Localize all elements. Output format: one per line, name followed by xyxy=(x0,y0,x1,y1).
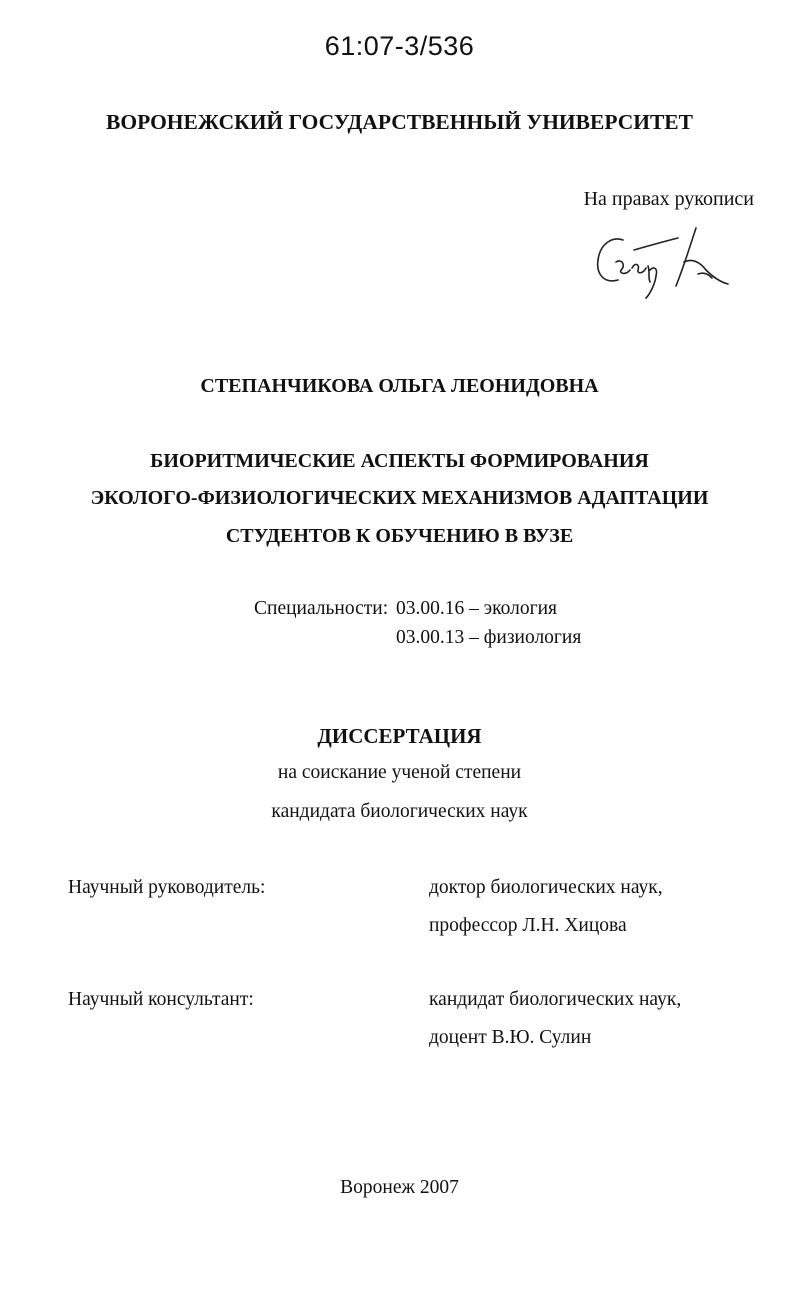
catalog-number: 61:07-3/536 xyxy=(324,31,475,61)
specialties-label: Специальности: xyxy=(254,598,389,619)
work-type-heading: ДИССЕРТАЦИЯ xyxy=(317,724,482,748)
degree-line-1: на соискание ученой степени xyxy=(277,762,522,783)
manuscript-note: На правах рукописи xyxy=(583,188,754,210)
city-year: Воронеж 2007 xyxy=(340,1177,459,1198)
university-name: ВОРОНЕЖСКИЙ ГОСУДАРСТВЕННЫЙ УНИВЕРСИТЕТ xyxy=(106,110,693,134)
thesis-title-line-2: ЭКОЛОГО-ФИЗИОЛОГИЧЕСКИХ МЕХАНИЗМОВ АДАПТАЦИИ xyxy=(90,487,709,509)
specialty-ecology: 03.00.16 – экология xyxy=(396,598,557,619)
supervisor-degree: доктор биологических наук, xyxy=(429,877,663,898)
thesis-title-line-1: БИОРИТМИЧЕСКИЕ АСПЕКТЫ ФОРМИРОВАНИЯ xyxy=(150,450,649,472)
supervisor-name: профессор Л.Н. Хицова xyxy=(429,915,627,936)
author-name: СТЕПАНЧИКОВА ОЛЬГА ЛЕОНИДОВНА xyxy=(200,375,599,397)
thesis-title-line-3: СТУДЕНТОВ К ОБУЧЕНИЮ В ВУЗЕ xyxy=(225,525,574,547)
handwritten-signature xyxy=(588,222,738,317)
specialty-physiology: 03.00.13 – физиология xyxy=(396,627,582,648)
consultant-name: доцент В.Ю. Сулин xyxy=(429,1027,592,1048)
supervisor-label: Научный руководитель: xyxy=(68,877,266,898)
consultant-degree: кандидат биологических наук, xyxy=(429,989,682,1010)
degree-line-2: кандидата биологических наук xyxy=(271,801,528,822)
consultant-label: Научный консультант: xyxy=(68,989,254,1010)
